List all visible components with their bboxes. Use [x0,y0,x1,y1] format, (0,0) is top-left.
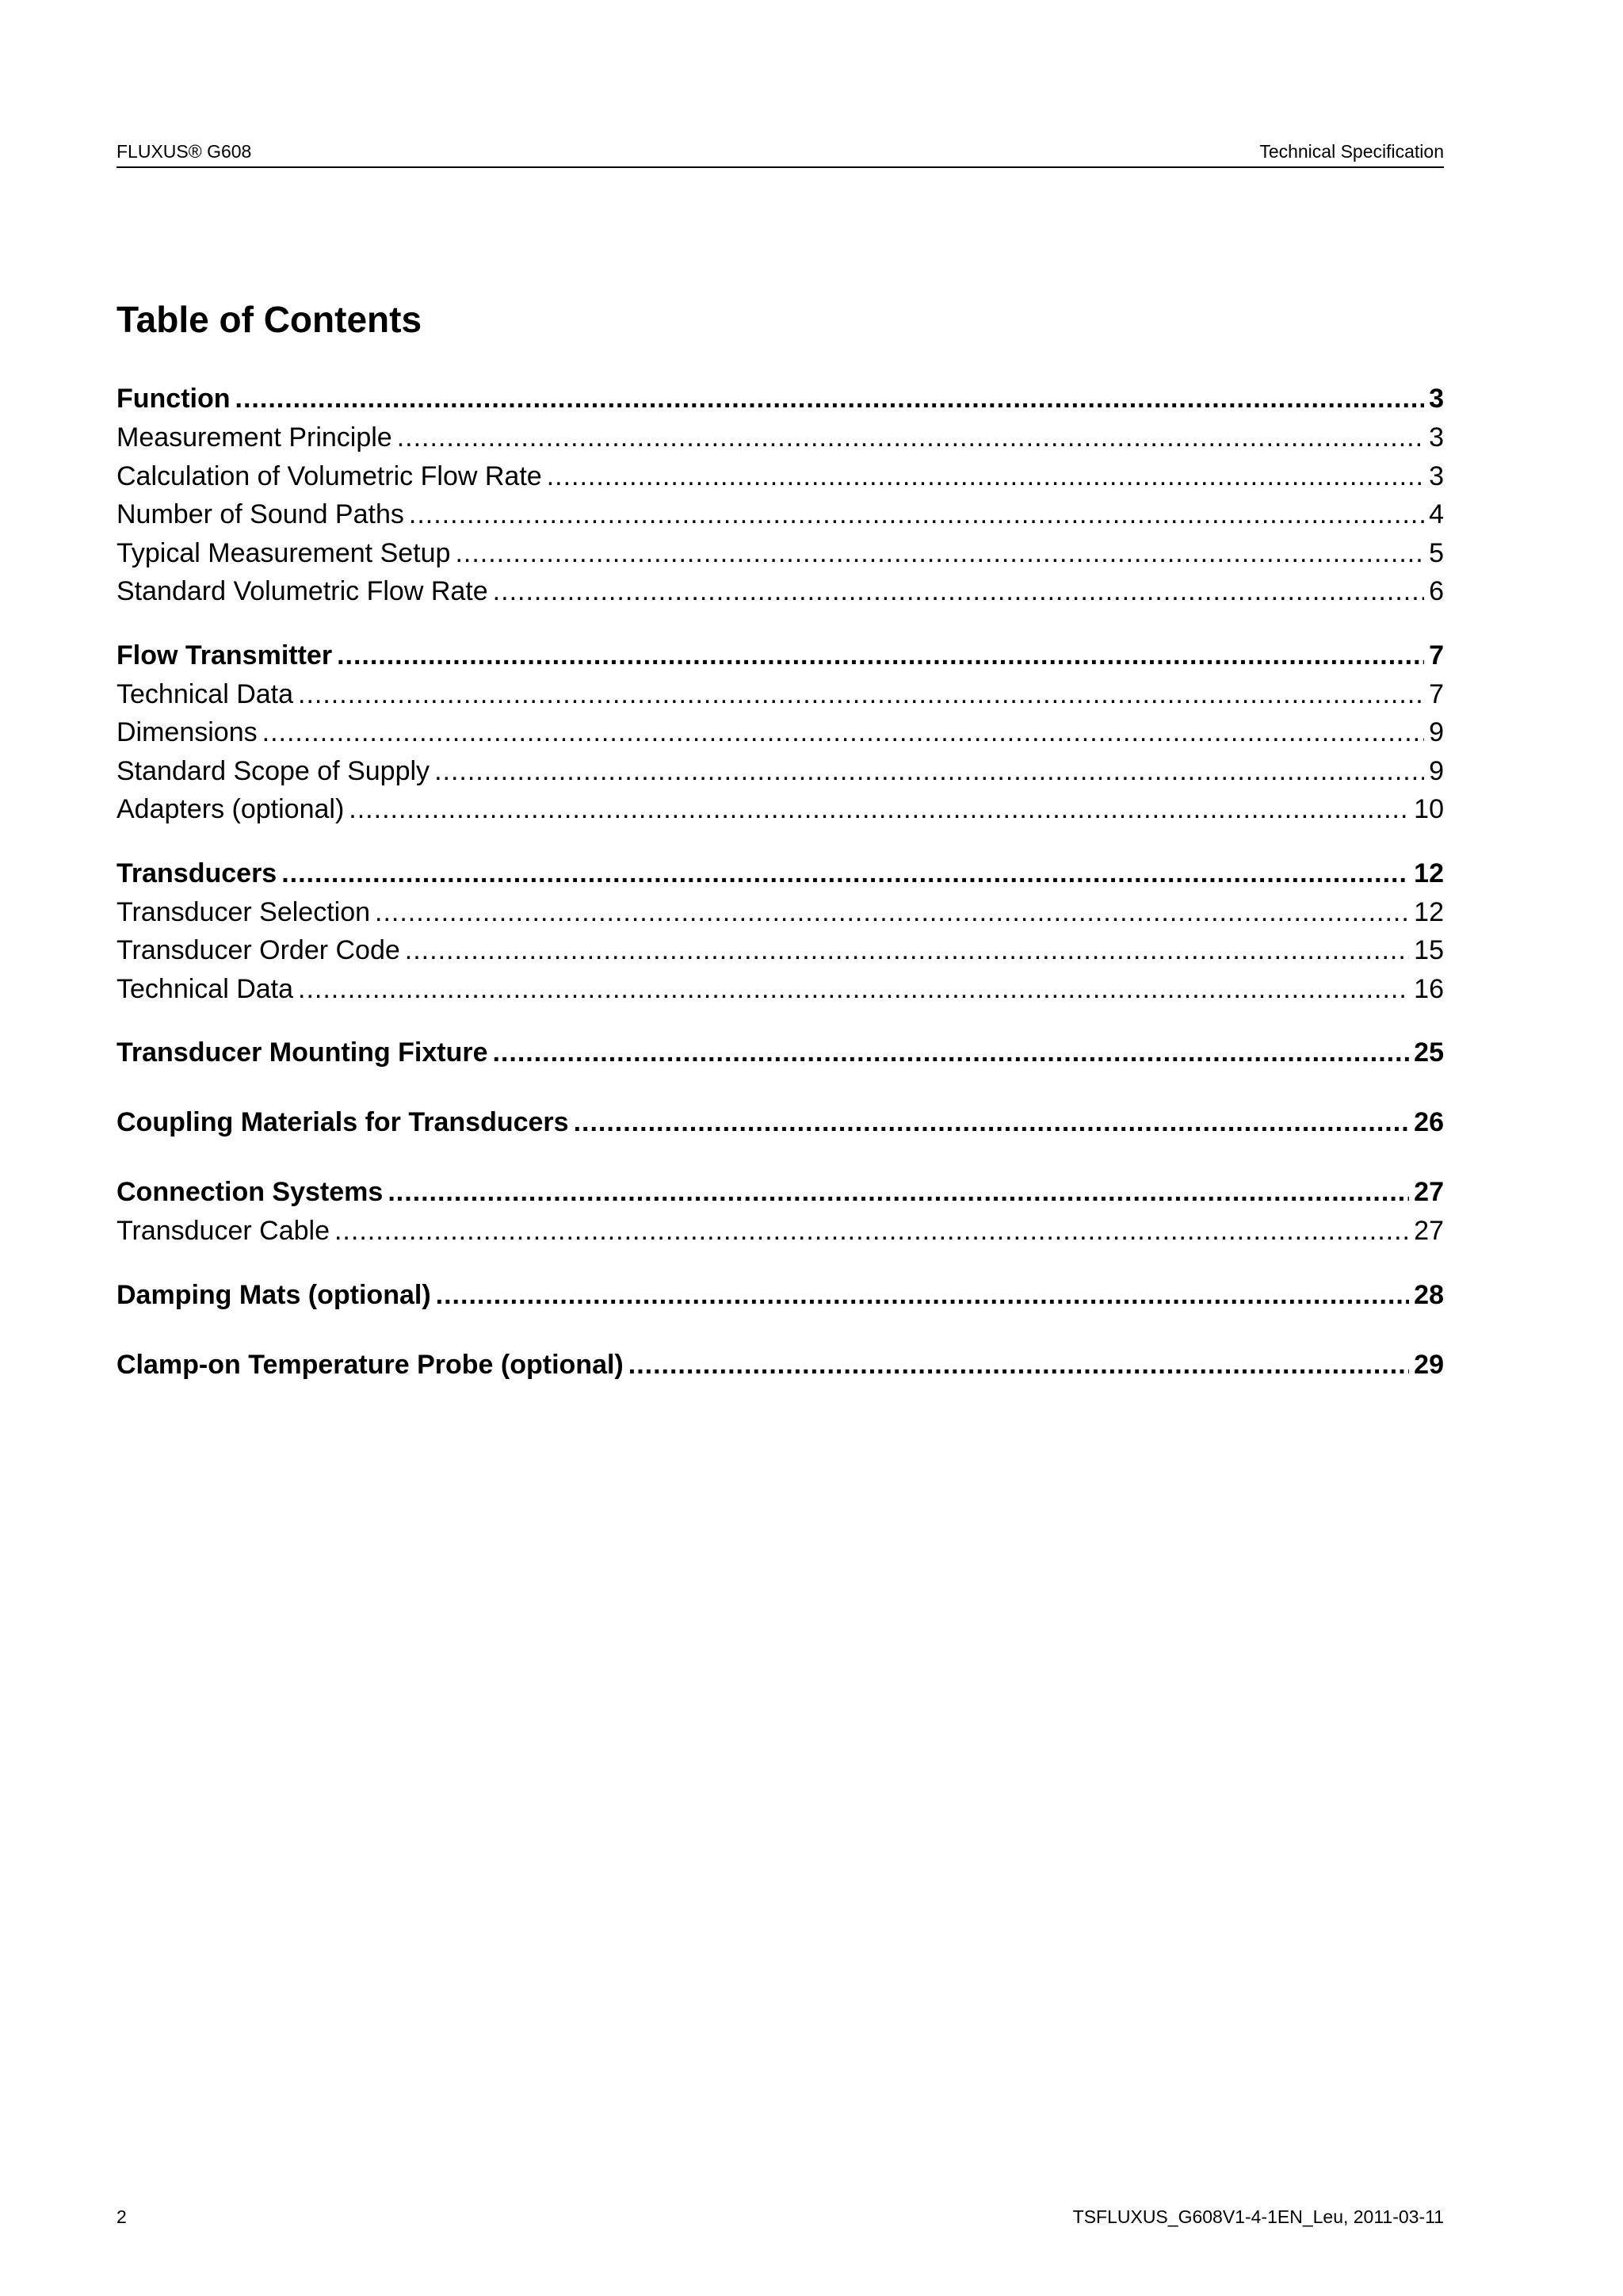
toc-entry-page: 5 [1429,537,1444,568]
toc-dot-leader [262,713,1424,752]
toc-entry-page: 6 [1429,576,1444,606]
toc-entry-page: 25 [1414,1037,1444,1068]
toc-subsection-entry[interactable] [116,534,1444,573]
toc-subsection-entry[interactable] [116,572,1444,611]
toc-dot-leader [298,675,1424,714]
toc-entry-label: Connection Systems [116,1177,384,1207]
toc-subsection-entry[interactable] [116,970,1444,1009]
toc-section-entry[interactable] [116,1102,1444,1142]
toc-entry-label: Technical Data [116,973,294,1004]
table-of-contents [116,379,1444,1385]
toc-dot-leader [298,970,1409,1009]
toc-section-entry[interactable] [116,1033,1444,1072]
toc-dot-leader [628,1345,1409,1385]
toc-subsection-entry[interactable] [116,1212,1444,1251]
toc-entry-page: 7 [1429,678,1444,709]
toc-entry-label: Clamp-on Temperature Probe (optional) [116,1349,624,1380]
toc-section-entry[interactable] [116,1345,1444,1385]
toc-entry-label: Adapters (optional) [116,794,345,824]
toc-entry-page: 10 [1414,794,1444,824]
toc-subsection-entry[interactable] [116,675,1444,714]
toc-subsection-entry[interactable] [116,713,1444,752]
toc-subsection-entry[interactable] [116,931,1444,970]
toc-section-entry[interactable] [116,1172,1444,1212]
toc-entry-page: 3 [1429,422,1444,453]
toc-dot-leader [235,379,1425,418]
toc-dot-leader [375,893,1409,932]
toc-entry-page: 4 [1429,499,1444,529]
toc-entry-page: 29 [1414,1349,1444,1380]
toc-entry-label: Transducer Cable [116,1216,330,1246]
toc-entry-label: Transducers [116,858,277,888]
toc-entry-page: 15 [1414,935,1444,965]
header-product: FLUXUS® G608 [116,141,252,162]
toc-entry-page: 7 [1429,640,1444,670]
toc-subsection-entry[interactable] [116,418,1444,457]
toc-entry-label: Measurement Principle [116,422,392,453]
toc-section-entry[interactable] [116,379,1444,418]
toc-entry-page: 28 [1414,1279,1444,1310]
toc-entry-page: 9 [1429,717,1444,747]
toc-entry-label: Coupling Materials for Transducers [116,1107,569,1137]
toc-entry-label: Flow Transmitter [116,640,333,670]
toc-section-entry[interactable] [116,636,1444,675]
toc-entry-label: Transducer Selection [116,896,371,927]
toc-entry-page: 16 [1414,973,1444,1004]
toc-entry-label: Damping Mats (optional) [116,1279,431,1310]
toc-entry-page: 27 [1414,1216,1444,1246]
footer-doc-id: TSFLUXUS_G608V1-4-1EN_Leu, 2011-03-11 [1072,2206,1444,2227]
toc-entry-label: Number of Sound Paths [116,499,404,529]
toc-entry-label: Transducer Mounting Fixture [116,1037,488,1068]
header-doc-type: Technical Specification [1259,141,1444,162]
toc-subsection-entry[interactable] [116,457,1444,496]
toc-dot-leader [409,495,1424,534]
footer-page-number: 2 [116,2206,127,2227]
toc-entry-page: 12 [1414,896,1444,927]
toc-dot-leader [349,790,1409,829]
toc-entry-label: Typical Measurement Setup [116,537,451,568]
toc-dot-leader [388,1172,1409,1212]
toc-entry-page: 3 [1429,460,1444,491]
toc-section-entry[interactable] [116,854,1444,893]
toc-dot-leader [434,752,1424,791]
toc-entry-label: Transducer Order Code [116,935,400,965]
toc-entry-label: Calculation of Volumetric Flow Rate [116,460,542,491]
toc-dot-leader [455,534,1424,573]
toc-entry-label: Technical Data [116,678,294,709]
toc-entry-label: Function [116,384,231,414]
toc-entry-page: 27 [1414,1177,1444,1207]
toc-dot-leader [574,1102,1410,1142]
toc-entry-label: Standard Volumetric Flow Rate [116,576,488,606]
toc-dot-leader [547,457,1424,496]
page-header [116,141,1444,168]
toc-subsection-entry[interactable] [116,752,1444,791]
toc-subsection-entry[interactable] [116,495,1444,534]
page-title: Table of Contents [116,299,422,340]
toc-section-entry[interactable] [116,1275,1444,1315]
toc-dot-leader [337,636,1424,675]
toc-entry-page: 3 [1429,384,1444,414]
toc-dot-leader [281,854,1409,893]
toc-subsection-entry[interactable] [116,893,1444,932]
toc-dot-leader [436,1275,1410,1315]
toc-subsection-entry[interactable] [116,790,1444,829]
toc-dot-leader [405,931,1409,970]
toc-entry-label: Dimensions [116,717,258,747]
toc-entry-page: 12 [1414,858,1444,888]
toc-dot-leader [397,418,1424,457]
toc-dot-leader [492,1033,1409,1072]
toc-entry-label: Standard Scope of Supply [116,755,430,786]
toc-dot-leader [334,1212,1409,1251]
toc-dot-leader [493,572,1424,611]
toc-entry-page: 9 [1429,755,1444,786]
toc-entry-page: 26 [1414,1107,1444,1137]
